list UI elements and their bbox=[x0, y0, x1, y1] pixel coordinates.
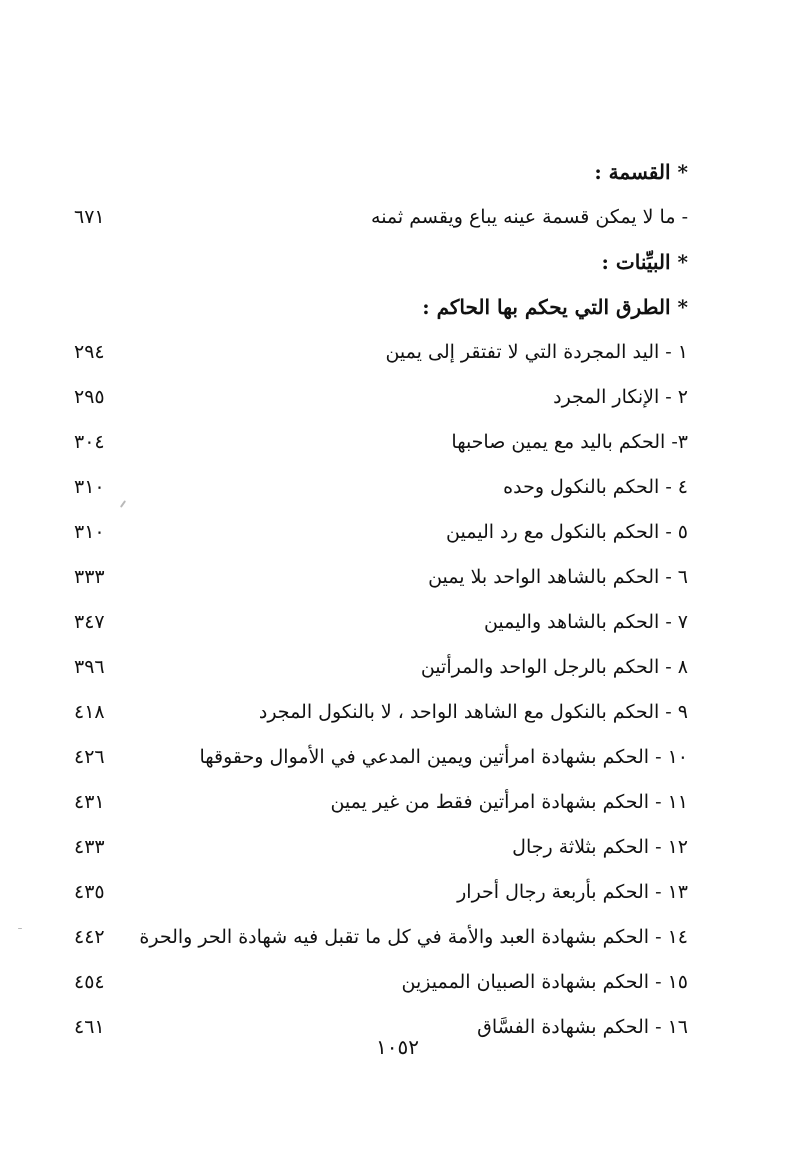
entry-page-number: ٢٩٥ bbox=[74, 386, 105, 408]
heading-turuq-text: * الطرق التي يحكم بها الحاكم : bbox=[422, 295, 688, 319]
entry-page-number: ٣١٠ bbox=[74, 476, 105, 498]
index-entry-13 bbox=[60, 875, 688, 909]
index-entry-7 bbox=[60, 605, 688, 639]
entry-text: ٥ - الحكم بالنكول مع رد اليمين bbox=[446, 521, 688, 543]
index-entry-9 bbox=[60, 695, 688, 729]
entry-text: ٦ - الحكم بالشاهد الواحد بلا يمين bbox=[428, 566, 688, 588]
index-entry-3 bbox=[60, 425, 688, 459]
entry-text: ٧ - الحكم بالشاهد واليمين bbox=[483, 611, 688, 633]
entry-page-number: ٤٣١ bbox=[74, 791, 105, 813]
index-entry-6 bbox=[60, 560, 688, 594]
index-entry-4 bbox=[60, 470, 688, 504]
index-entry-15 bbox=[60, 965, 688, 999]
heading-bayyinat bbox=[60, 245, 688, 279]
entry-text: ١٠ - الحكم بشهادة امرأتين ويمين المدعي في الأموال وحقوقها bbox=[199, 746, 688, 768]
entry-text: ١ - اليد المجردة التي لا تفتقر إلى يمين bbox=[385, 341, 688, 363]
index-entry-12 bbox=[60, 830, 688, 864]
index-entry-2 bbox=[60, 380, 688, 414]
index-entry-5 bbox=[60, 515, 688, 549]
entry-text: ٩ - الحكم بالنكول مع الشاهد الواحد ، لا بالنكول المجرد bbox=[258, 701, 688, 723]
entry-text: ٢ - الإنكار المجرد bbox=[553, 386, 688, 408]
entry-page-number: ٣١٠ bbox=[74, 521, 105, 543]
entry-page-number: ٣٤٧ bbox=[74, 611, 105, 633]
entry-text: ١٥ - الحكم بشهادة الصبيان المميزين bbox=[401, 971, 688, 993]
entry-page-number: ٤٣٣ bbox=[74, 836, 105, 858]
heading-turuq bbox=[60, 290, 688, 324]
entry-text: ١٦ - الحكم بشهادة الفسَّاق bbox=[477, 1016, 688, 1038]
entry-text: ٨ - الحكم بالرجل الواحد والمرأتين bbox=[420, 656, 688, 678]
index-entry-8 bbox=[60, 650, 688, 684]
entry-page-number: ٤٤٢ bbox=[74, 926, 105, 948]
index-entry-1 bbox=[60, 335, 688, 369]
entry-page-number: ٣٩٦ bbox=[74, 656, 105, 678]
heading-bayyinat-text: * البيِّنات : bbox=[601, 250, 688, 274]
entry-text: - ما لا يمكن قسمة عينه يباع ويقسم ثمنه bbox=[371, 206, 688, 228]
entry-text: ٣- الحكم باليد مع يمين صاحبها bbox=[451, 431, 688, 453]
index-entry-14 bbox=[60, 920, 688, 954]
index-entry-10 bbox=[60, 740, 688, 774]
scan-mark bbox=[18, 928, 22, 929]
entry-page-number: ٤٦١ bbox=[74, 1016, 105, 1038]
entry-page-number: ٤٣٥ bbox=[74, 881, 105, 903]
heading-qisma-text: * القسمة : bbox=[594, 160, 688, 184]
entry-page-number: ٢٩٤ bbox=[74, 341, 105, 363]
index-entry-qisma bbox=[60, 200, 688, 234]
heading-qisma bbox=[60, 155, 688, 189]
entry-text: ١١ - الحكم بشهادة امرأتين فقط من غير يمين bbox=[330, 791, 688, 813]
footer-page-number: ١٠٥٢ bbox=[376, 1035, 419, 1059]
entry-text: ١٢ - الحكم بثلاثة رجال bbox=[512, 836, 688, 858]
entry-page-number: ٤١٨ bbox=[74, 701, 105, 723]
entry-page-number: ٣٣٣ bbox=[74, 566, 105, 588]
entry-page-number: ٤٥٤ bbox=[74, 971, 105, 993]
entry-page-number: ٣٠٤ bbox=[74, 431, 105, 453]
entry-text: ١٣ - الحكم بأربعة رجال أحرار bbox=[457, 881, 688, 903]
entry-text: ٤ - الحكم بالنكول وحده bbox=[503, 476, 688, 498]
entry-page-number: ٤٢٦ bbox=[74, 746, 105, 768]
index-entry-11 bbox=[60, 785, 688, 819]
entry-page-number: ٦٧١ bbox=[74, 206, 105, 228]
entry-text: ١٤ - الحكم بشهادة العبد والأمة في كل ما تقبل فيه شهادة الحر والحرة bbox=[139, 926, 688, 948]
